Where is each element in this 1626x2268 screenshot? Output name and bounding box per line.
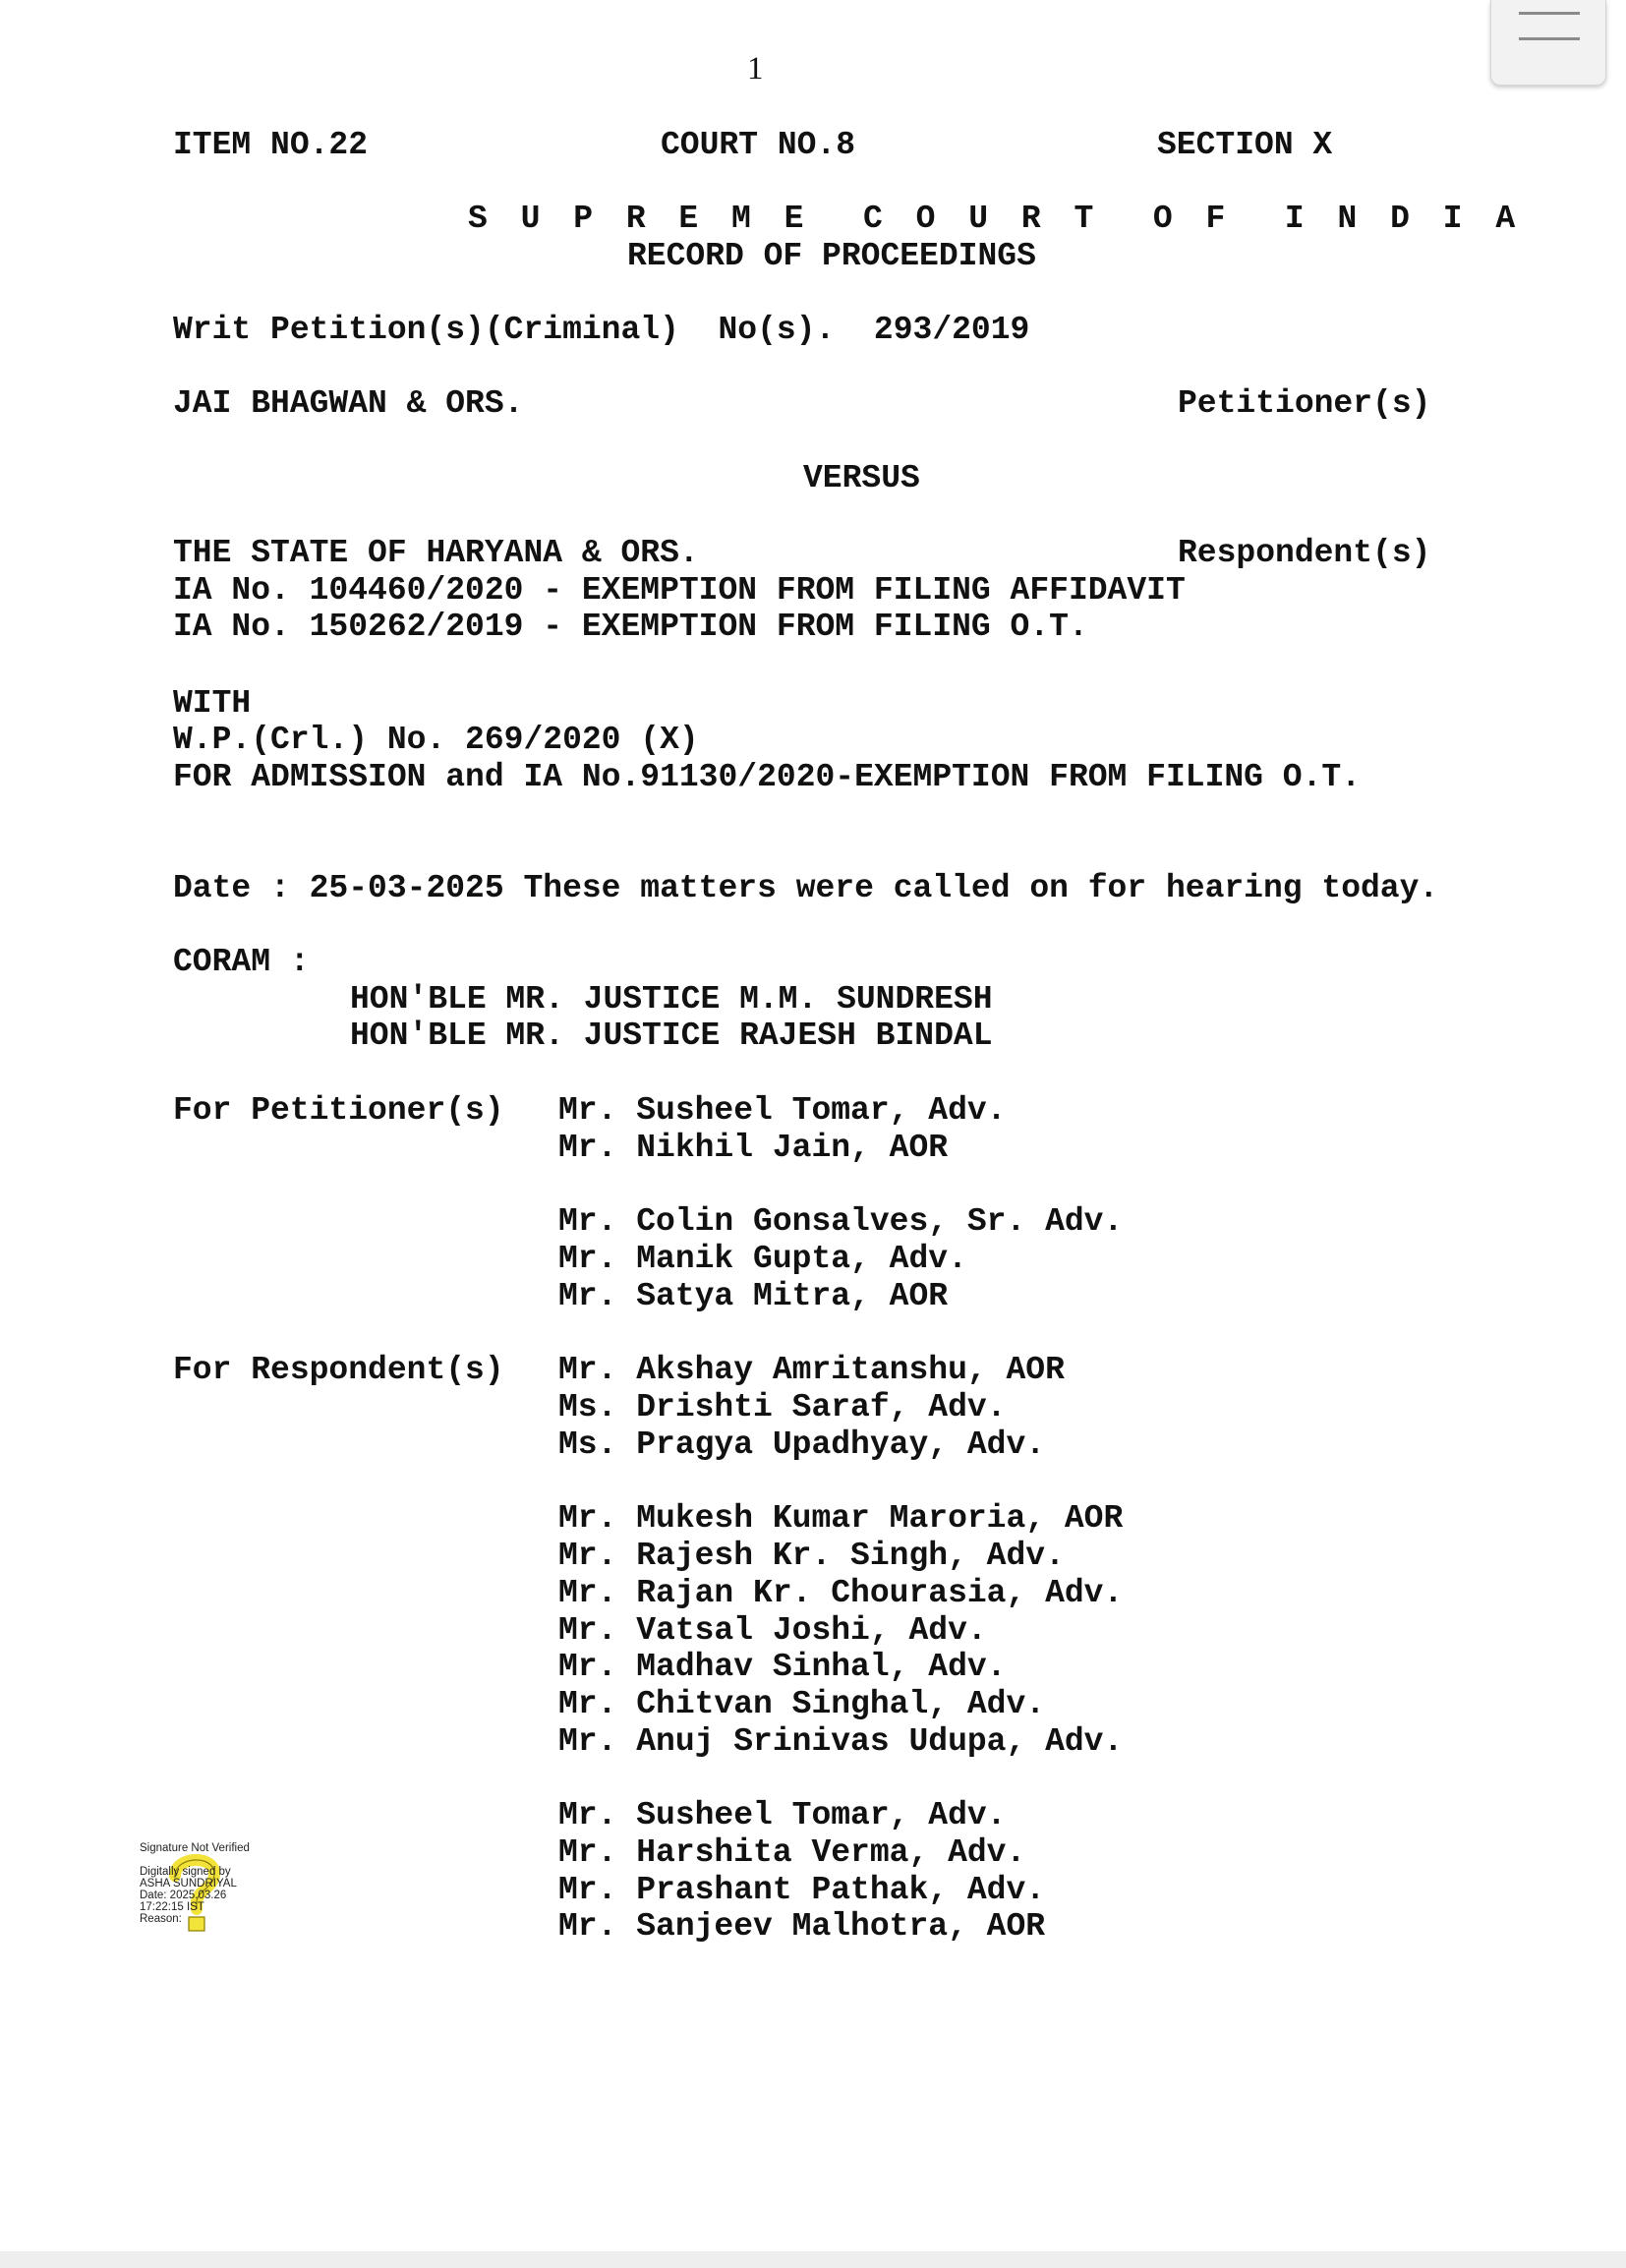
tagged-petition: W.P.(Crl.) No. 269/2020 (X): [173, 722, 699, 758]
counsel-name: Mr. Akshay Amritanshu, AOR: [558, 1352, 1065, 1388]
versus-label: VERSUS: [803, 460, 920, 496]
petition-number: Writ Petition(s)(Criminal) No(s). 293/2019: [173, 312, 1030, 348]
counsel-name: Mr. Chitvan Singhal, Adv.: [558, 1686, 1046, 1722]
viewer-bottom-bar: [0, 2251, 1626, 2268]
counsel-name: Mr. Rajan Kr. Chourasia, Adv.: [558, 1575, 1124, 1611]
counsel-name: Ms. Pragya Upadhyay, Adv.: [558, 1426, 1046, 1463]
viewer-menu-button[interactable]: [1490, 0, 1606, 86]
respondent-counsel-label: For Respondent(s): [173, 1352, 504, 1388]
counsel-name: Mr. Sanjeev Malhotra, AOR: [558, 1908, 1046, 1945]
counsel-name: Mr. Manik Gupta, Adv.: [558, 1241, 967, 1277]
respondent-name: THE STATE OF HARYANA & ORS.: [173, 535, 699, 571]
judge-name: HON'BLE MR. JUSTICE RAJESH BINDAL: [350, 1018, 993, 1054]
court-title: S U P R E M E C O U R T O F I N D I A: [468, 201, 1523, 237]
judge-name: HON'BLE MR. JUSTICE M.M. SUNDRESH: [350, 981, 993, 1018]
record-title: RECORD OF PROCEEDINGS: [627, 238, 1036, 274]
counsel-name: Mr. Colin Gonsalves, Sr. Adv.: [558, 1203, 1124, 1240]
petitioner-name: JAI BHAGWAN & ORS.: [173, 385, 524, 422]
petitioner-role: Petitioner(s): [1178, 385, 1431, 422]
hamburger-menu-icon-bar: [1519, 37, 1580, 40]
hamburger-menu-icon: [1519, 12, 1580, 15]
counsel-name: Mr. Susheel Tomar, Adv.: [558, 1092, 1007, 1129]
with-label: WITH: [173, 685, 252, 722]
counsel-name: Mr. Rajesh Kr. Singh, Adv.: [558, 1538, 1065, 1574]
counsel-name: Mr. Nikhil Jain, AOR: [558, 1130, 949, 1166]
counsel-name: Mr. Anuj Srinivas Udupa, Adv.: [558, 1723, 1124, 1760]
counsel-name: Mr. Vatsal Joshi, Adv.: [558, 1612, 987, 1649]
item-number: ITEM NO.22: [173, 127, 369, 163]
coram-label: CORAM :: [173, 944, 310, 980]
counsel-name: Ms. Drishti Saraf, Adv.: [558, 1389, 1007, 1425]
counsel-name: Mr. Prashant Pathak, Adv.: [558, 1872, 1046, 1908]
signature-text: Signature Not Verified Digitally signed by ASHA SUNDRIYAL Date: 2025.03.26 17:22:15 IST Reason:: [140, 1842, 250, 1925]
respondent-role: Respondent(s): [1178, 535, 1431, 571]
counsel-name: Mr. Mukesh Kumar Maroria, AOR: [558, 1500, 1124, 1537]
counsel-name: Mr. Susheel Tomar, Adv.: [558, 1797, 1007, 1833]
counsel-name: Mr. Harshita Verma, Adv.: [558, 1834, 1026, 1871]
counsel-name: Mr. Satya Mitra, AOR: [558, 1278, 949, 1314]
hearing-date-line: Date : 25-03-2025 These matters were called on for hearing today.: [173, 870, 1439, 906]
page-number: 1: [747, 51, 764, 87]
counsel-name: Mr. Madhav Sinhal, Adv.: [558, 1649, 1007, 1685]
petitioner-counsel-label: For Petitioner(s): [173, 1092, 504, 1129]
section-label: SECTION X: [1157, 127, 1333, 163]
digital-signature-stamp[interactable]: [140, 1842, 277, 1941]
court-number: COURT NO.8: [661, 127, 856, 163]
tagged-petition-ia: FOR ADMISSION and IA No.91130/2020-EXEMPTION FROM FILING O.T.: [173, 759, 1361, 795]
ia-item: IA No. 150262/2019 - EXEMPTION FROM FILING O.T.: [173, 609, 1088, 645]
ia-item: IA No. 104460/2020 - EXEMPTION FROM FILING AFFIDAVIT: [173, 572, 1186, 609]
